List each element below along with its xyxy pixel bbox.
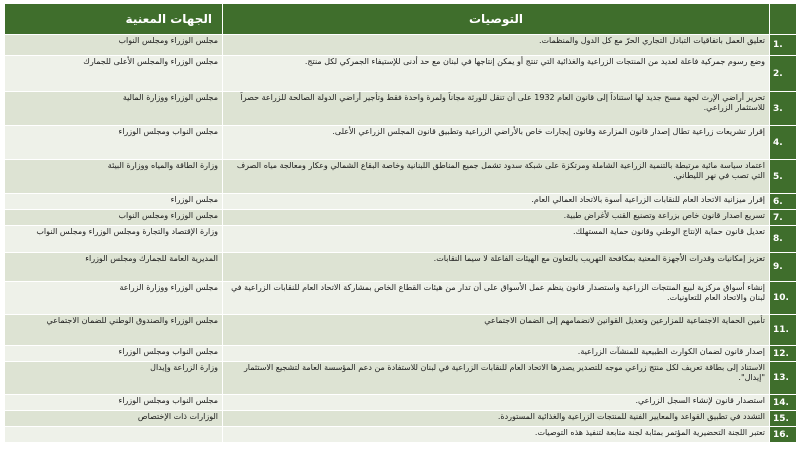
table-row	[5, 35, 797, 56]
row-number: 15.	[770, 411, 797, 427]
authorities-column-header: الجهات المعنية	[5, 4, 223, 35]
responsible-authority: وزارة الزراعة وإيدال	[5, 362, 223, 395]
row-number: 11.	[770, 315, 797, 346]
recommendation-text: إنشاء أسواق مركزية لبيع المنتجات الزراعية واستصدار قانون ينظم عمل الأسواق على أن تدار من هيئات القطاع الخاص بمشاركة الاتحاد العام للنقابات الزراعية في لبنان والاتحاد العام للتعاونيات.	[223, 282, 770, 315]
responsible-authority: الوزارات ذات الإختصاص	[5, 411, 223, 427]
recommendations-table	[4, 3, 797, 443]
recommendation-text: تعديل قانون حماية الإنتاج الوطني وقانون حماية المستهلك.	[223, 226, 770, 253]
table-header-row	[5, 4, 797, 35]
responsible-authority: مجلس الوزراء ووزارة الزراعة	[5, 282, 223, 315]
recommendation-text: اعتماد سياسة مائية مرتبطة بالتنمية الزراعية الشاملة ومرتكزة على شبكة سدود تشمل جميع المناطق اللبنانية وخاصة البقاع الشمالي وعكار ومعالجة مياه الصرف التي تصب في نهر الليطاني.	[223, 160, 770, 194]
recommendation-text: إصدار قانون لضمان الكوارث الطبيعية للمنشآت الزراعية.	[223, 346, 770, 362]
row-number: 8.	[770, 226, 797, 253]
recommendation-text: تعتبر اللجنة التحضيرية المؤتمر بمثابة لجنة متابعة لتنفيذ هذه التوصيات.	[223, 427, 770, 443]
recommendation-text: التشدد في تطبيق القواعد والمعايير الفنية للمنتجات الزراعية والغذائية المستوردة.	[223, 411, 770, 427]
table-row	[5, 282, 797, 315]
table-row	[5, 362, 797, 395]
row-number: 1.	[770, 35, 797, 56]
recommendation-text: استصدار قانون لإنشاء السجل الزراعي.	[223, 395, 770, 411]
row-number: 12.	[770, 346, 797, 362]
recommendation-text: إقرار ميزانية الاتحاد العام للنقابات الزراعية أسوة بالاتحاد العمالي العام.	[223, 194, 770, 210]
recommendation-text: تحرير أراضي الإرث لجهة مسح جديد لها استناداً إلى قانون العام 1932 على أن تنقل للورثة مجاناً ولمرة واحدة فقط وتأجير أراضي الدولة الصالحة للزراعة حصراً للاستثمار الزراعي.	[223, 92, 770, 126]
recommendation-text: تعليق العمل باتفاقيات التبادل التجاري الحرّ مع كل الدول والمنظمات.	[223, 35, 770, 56]
recommendation-text: وضع رسوم جمركية فاعلة لعديد من المنتجات الزراعية والغذائية التي تنتج أو يمكن إنتاجها في لبنان مع حد أدنى للإستيفاء الجمركي لكل منتج.	[223, 56, 770, 92]
row-number: 2.	[770, 56, 797, 92]
responsible-authority: وزارة الإقتصاد والتجارة ومجلس الوزراء ومجلس النواب	[5, 226, 223, 253]
responsible-authority: المديرية العامة للجمارك ومجلس الوزراء	[5, 253, 223, 282]
table-row	[5, 160, 797, 194]
responsible-authority: مجلس النواب ومجلس الوزراء	[5, 395, 223, 411]
row-number: 3.	[770, 92, 797, 126]
number-column-header	[770, 4, 797, 35]
table-row	[5, 194, 797, 210]
responsible-authority: مجلس الوزراء	[5, 194, 223, 210]
table-row	[5, 346, 797, 362]
row-number: 9.	[770, 253, 797, 282]
row-number: 7.	[770, 210, 797, 226]
responsible-authority: مجلس الوزراء والصندوق الوطني للضمان الاجتماعي	[5, 315, 223, 346]
responsible-authority	[5, 427, 223, 443]
table-row	[5, 427, 797, 443]
table-row	[5, 395, 797, 411]
recommendation-text: الاستناد إلى بطاقة تعريف لكل منتج زراعي موجه للتصدير يصدرها الاتحاد العام للنقابات الزراعية في لبنان للاستفادة من دعم المؤسسة العامة لتشجيع الاستثمار "إيدال".	[223, 362, 770, 395]
responsible-authority: مجلس النواب ومجلس الوزراء	[5, 126, 223, 160]
row-number: 6.	[770, 194, 797, 210]
responsible-authority: وزارة الطاقة والمياه ووزارة البيئة	[5, 160, 223, 194]
responsible-authority: مجلس الوزراء ومجلس النواب	[5, 35, 223, 56]
table-row	[5, 411, 797, 427]
row-number: 16.	[770, 427, 797, 443]
row-number: 5.	[770, 160, 797, 194]
recommendation-text: تسريع اصدار قانون خاص بزراعة وتصنيع القنب لأغراض طبية.	[223, 210, 770, 226]
recommendation-text: تأمين الحماية الاجتماعية للمزارعين وتعديل القوانين لانضمامهم إلى الضمان الاجتماعي	[223, 315, 770, 346]
row-number: 10.	[770, 282, 797, 315]
table-row	[5, 226, 797, 253]
row-number: 13.	[770, 362, 797, 395]
table-row	[5, 210, 797, 226]
table-row	[5, 56, 797, 92]
responsible-authority: مجلس الوزراء والمجلس الأعلى للجمارك	[5, 56, 223, 92]
recommendation-text: إقرار تشريعات زراعية تطال إصدار قانون المزارعة وقانون إيجارات خاص بالأراضي الزراعية وتطبيق قانون المجلس الزراعي الأعلى.	[223, 126, 770, 160]
row-number: 14.	[770, 395, 797, 411]
responsible-authority: مجلس الوزراء ومجلس النواب	[5, 210, 223, 226]
table-row	[5, 253, 797, 282]
table-row	[5, 315, 797, 346]
table-row	[5, 126, 797, 160]
recommendations-table-container	[4, 3, 796, 443]
responsible-authority: مجلس النواب ومجلس الوزراء	[5, 346, 223, 362]
row-number: 4.	[770, 126, 797, 160]
responsible-authority: مجلس الوزراء ووزارة المالية	[5, 92, 223, 126]
recommendations-column-header: التوصيات	[223, 4, 770, 35]
table-row	[5, 92, 797, 126]
recommendation-text: تعزيز إمكانيات وقدرات الأجهزة المعنية بمكافحة التهريب بالتعاون مع الهيئات الفاعلة لا سيما النقابات.	[223, 253, 770, 282]
